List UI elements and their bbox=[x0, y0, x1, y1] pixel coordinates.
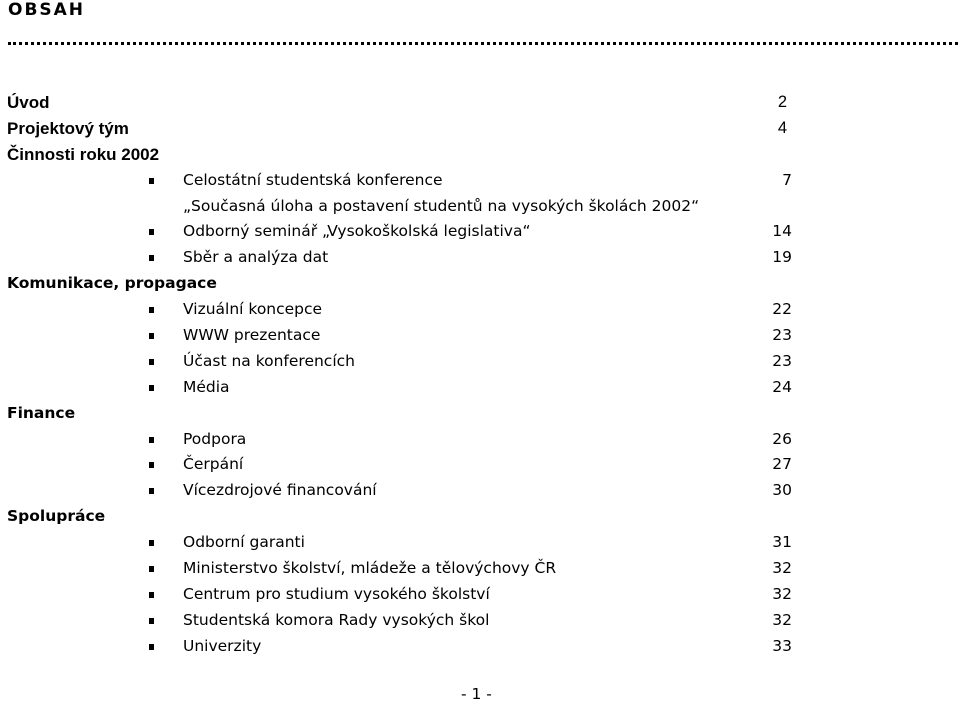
toc-section-finance bbox=[0, 401, 960, 427]
toc-section-label: Činnosti roku 2002 bbox=[7, 144, 160, 164]
toc-entry-projektovy-tym bbox=[0, 116, 960, 142]
square-bullet-icon bbox=[149, 385, 154, 391]
toc-subentry-sber-dat bbox=[0, 245, 960, 271]
toc-entry-uvod bbox=[0, 90, 960, 116]
table-of-contents bbox=[0, 90, 960, 660]
square-bullet-icon bbox=[149, 229, 154, 235]
toc-subentry-label: Ministerstvo školství, mládeže a tělovýchovy ČR bbox=[183, 559, 557, 578]
toc-subentry-page: 32 bbox=[772, 559, 792, 578]
toc-entry-page: 4 bbox=[777, 118, 787, 137]
square-bullet-icon bbox=[149, 307, 154, 313]
toc-subentry-label: Média bbox=[183, 377, 230, 396]
toc-subentry-label: Odborní garanti bbox=[183, 533, 305, 552]
toc-subentry-konference bbox=[0, 168, 960, 194]
toc-subentry-page: 27 bbox=[772, 455, 792, 474]
toc-subentry-label: Odborný seminář „Vysokoškolská legislativa“ bbox=[183, 222, 531, 241]
toc-subentry-label: „Současná úloha a postavení studentů na vysokých školách 2002“ bbox=[183, 196, 700, 215]
toc-subentry-page: 32 bbox=[772, 584, 792, 603]
toc-subentry-label: Účast na konferencích bbox=[183, 351, 355, 370]
toc-subentry-label: Čerpání bbox=[183, 455, 244, 474]
toc-subentry-label: Vizuální koncepce bbox=[183, 300, 323, 319]
toc-subentry-page: 24 bbox=[772, 377, 792, 396]
toc-entry-label: Projektový tým bbox=[7, 118, 129, 138]
toc-subentry-vicezdrojove bbox=[0, 478, 960, 504]
toc-subentry-vizualni-koncepce bbox=[0, 297, 960, 323]
toc-subentry-label: Studentská komora Rady vysokých škol bbox=[183, 610, 490, 629]
toc-subentry-page: 23 bbox=[772, 326, 792, 345]
toc-subentry-label: Vícezdrojové financování bbox=[183, 481, 377, 500]
square-bullet-icon bbox=[149, 618, 154, 624]
dotted-separator bbox=[8, 42, 958, 45]
page-number: - 1 - bbox=[461, 685, 492, 703]
toc-subentry-label: Celostátní studentská konference bbox=[183, 170, 443, 189]
square-bullet-icon bbox=[149, 540, 154, 546]
square-bullet-icon bbox=[149, 333, 154, 339]
square-bullet-icon bbox=[149, 488, 154, 494]
toc-subentry-media bbox=[0, 375, 960, 401]
toc-subentry-podpora bbox=[0, 427, 960, 453]
toc-section-label: Komunikace, propagace bbox=[7, 274, 217, 293]
toc-subentry-page: 19 bbox=[772, 248, 792, 267]
toc-subentry-ucast bbox=[0, 349, 960, 375]
toc-section-komunikace bbox=[0, 271, 960, 297]
toc-section-label: Spolupráce bbox=[7, 507, 106, 526]
toc-section-cinnosti bbox=[0, 142, 960, 168]
square-bullet-icon bbox=[149, 592, 154, 598]
toc-subentry-page: 33 bbox=[772, 636, 792, 655]
toc-subentry-seminar bbox=[0, 219, 960, 245]
square-bullet-icon bbox=[149, 437, 154, 443]
toc-subentry-label: Univerzity bbox=[183, 636, 262, 655]
toc-subentry-continuation bbox=[0, 194, 960, 220]
toc-subentry-label: Sběr a analýza dat bbox=[183, 248, 329, 267]
toc-subentry-www-prezentace bbox=[0, 323, 960, 349]
toc-subentry-page: 14 bbox=[772, 222, 792, 241]
square-bullet-icon bbox=[149, 178, 154, 184]
toc-entry-page: 2 bbox=[777, 93, 787, 111]
toc-subentry-page: 22 bbox=[772, 300, 792, 319]
toc-subentry-label: Podpora bbox=[183, 429, 247, 448]
square-bullet-icon bbox=[149, 359, 154, 365]
toc-subentry-page: 30 bbox=[772, 481, 792, 500]
toc-subentry-page: 23 bbox=[772, 351, 792, 370]
square-bullet-icon bbox=[149, 644, 154, 650]
toc-subentry-label: Centrum pro studium vysokého školství bbox=[183, 584, 490, 603]
toc-section-label: Finance bbox=[7, 403, 76, 422]
square-bullet-icon bbox=[149, 566, 154, 572]
toc-section-spoluprace bbox=[0, 504, 960, 530]
toc-subentry-ministerstvo bbox=[0, 556, 960, 582]
document-heading: OBSAH bbox=[8, 0, 86, 20]
toc-subentry-label: WWW prezentace bbox=[183, 326, 321, 345]
toc-subentry-page: 26 bbox=[772, 429, 792, 448]
square-bullet-icon bbox=[149, 255, 154, 261]
toc-entry-label: Úvod bbox=[7, 93, 50, 112]
toc-subentry-cerpani bbox=[0, 452, 960, 478]
toc-subentry-page: 31 bbox=[772, 533, 792, 552]
toc-subentry-garanti bbox=[0, 530, 960, 556]
toc-subentry-komora bbox=[0, 608, 960, 634]
toc-subentry-univerzity bbox=[0, 634, 960, 660]
toc-subentry-centrum bbox=[0, 582, 960, 608]
toc-subentry-page: 7 bbox=[782, 170, 792, 189]
square-bullet-icon bbox=[149, 462, 154, 468]
toc-subentry-page: 32 bbox=[772, 610, 792, 629]
